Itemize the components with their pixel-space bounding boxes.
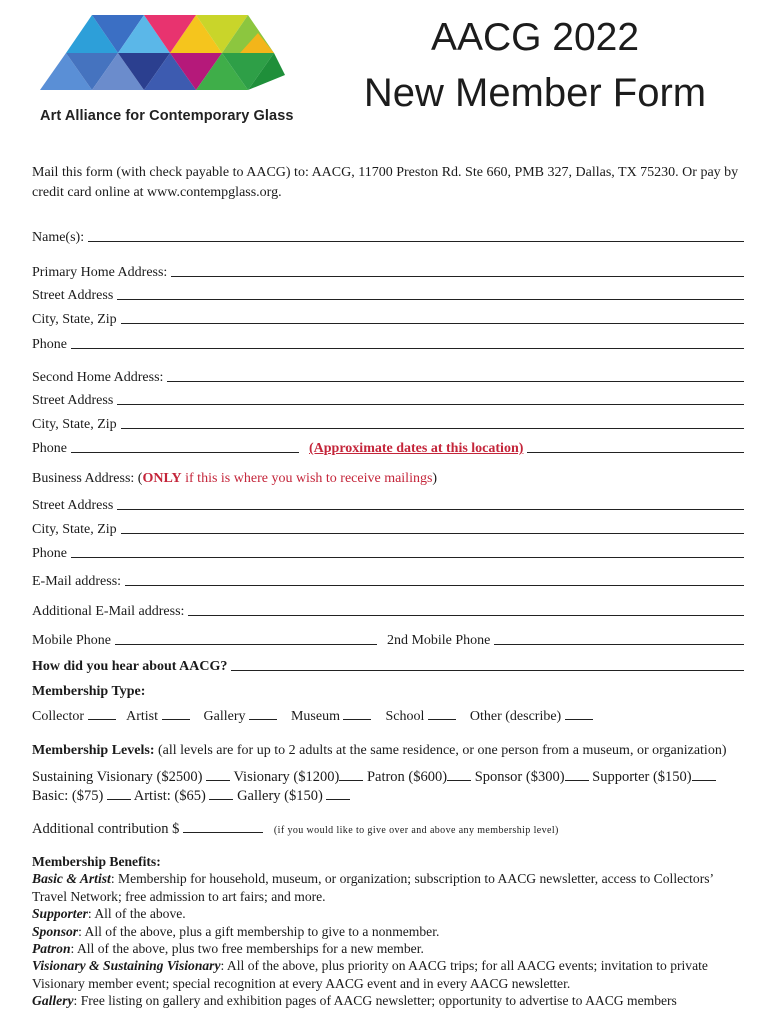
- second-city-field[interactable]: City, State, Zip: [32, 413, 744, 433]
- business-address-label: Business Address: (ONLY if this is where you wish to receive mailings): [32, 471, 438, 486]
- business-city-field[interactable]: City, State, Zip: [32, 518, 744, 538]
- second-street-field[interactable]: Street Address: [32, 389, 744, 409]
- names-label: Name(s):: [32, 230, 85, 245]
- second-home-field[interactable]: [32, 366, 744, 386]
- membership-levels-line2[interactable]: Basic: ($75) Artist: ($65) Gallery ($150): [32, 787, 350, 805]
- membership-type-options[interactable]: Collector Artist Gallery Museum School Other (describe): [32, 707, 593, 725]
- benefits-heading: Membership Benefits:: [32, 854, 161, 869]
- benefit-supporter: Supporter: All of the above.: [32, 906, 186, 922]
- form-title-line2: New Member Form: [363, 71, 707, 115]
- aacg-logo: [40, 15, 285, 111]
- business-street-field[interactable]: Street Address: [32, 494, 744, 514]
- primary-home-label: Primary Home Address:: [32, 265, 168, 280]
- second-phone-field[interactable]: Phone (Approximate dates at this location): [32, 437, 744, 457]
- membership-benefits: [32, 853, 747, 1010]
- primary-phone-field[interactable]: Phone: [32, 333, 744, 353]
- heard-about-field[interactable]: How did you hear about AACG?: [32, 655, 744, 675]
- benefit-sponsor: Sponsor: All of the above, plus a gift membership to give to a nonmember.: [32, 923, 440, 939]
- primary-home-field[interactable]: [32, 261, 744, 281]
- email-field[interactable]: E-Mail address:: [32, 570, 744, 590]
- membership-levels-line1[interactable]: Sustaining Visionary ($2500) Visionary ($1200) Patron ($600) Sponsor ($300) Supporter ($150): [32, 768, 716, 786]
- benefit-visionary: Visionary & Sustaining Visionary: All of the above, plus priority on AACG trips; for all AACG events; invitation to private Visionary member event; special recognition at every AACG event and in every AACG newsletter.: [32, 958, 708, 991]
- mailing-instructions: Mail this form (with check payable to AACG) to: AACG, 11700 Preston Rd. Ste 660, PMB 327, Dallas, TX 75230. Or pay by credit card online at www.contempglass.org.: [32, 165, 739, 200]
- org-name: Art Alliance for Contemporary Glass: [40, 108, 294, 124]
- mobile2-label: 2nd Mobile Phone: [386, 633, 491, 648]
- membership-levels-heading: Membership Levels: (all levels are for up to 2 adults at the same residence, or one person from a museum, or organization): [32, 743, 727, 758]
- approx-dates-label: (Approximate dates at this location): [309, 441, 524, 456]
- business-phone-field[interactable]: Phone: [32, 542, 744, 562]
- benefit-basic-artist: Basic & Artist: Membership for household, museum, or organization; subscription to AACG newsletter, access to Collectors’ Travel Network; free admission to art fairs; and more.: [32, 871, 714, 904]
- names-field[interactable]: [32, 226, 744, 246]
- second-home-label: Second Home Address:: [32, 370, 164, 385]
- membership-type-heading: Membership Type:: [32, 684, 146, 699]
- primary-city-field[interactable]: City, State, Zip: [32, 308, 744, 328]
- benefit-gallery: Gallery: Free listing on gallery and exhibition pages of AACG newsletter; opportunity to advertise to AACG members: [32, 993, 677, 1009]
- mobile-phone-field[interactable]: Mobile Phone 2nd Mobile Phone: [32, 629, 744, 649]
- contribution-field[interactable]: Additional contribution $ (if you would like to give over and above any membership level): [32, 821, 559, 837]
- additional-email-field[interactable]: Additional E-Mail address:: [32, 600, 744, 620]
- contribution-note: (if you would like to give over and above any membership level): [273, 825, 559, 836]
- benefit-patron: Patron: All of the above, plus two free memberships for a new member.: [32, 941, 424, 957]
- form-title-line1: AACG 2022: [430, 16, 640, 59]
- primary-street-field[interactable]: Street Address: [32, 284, 744, 304]
